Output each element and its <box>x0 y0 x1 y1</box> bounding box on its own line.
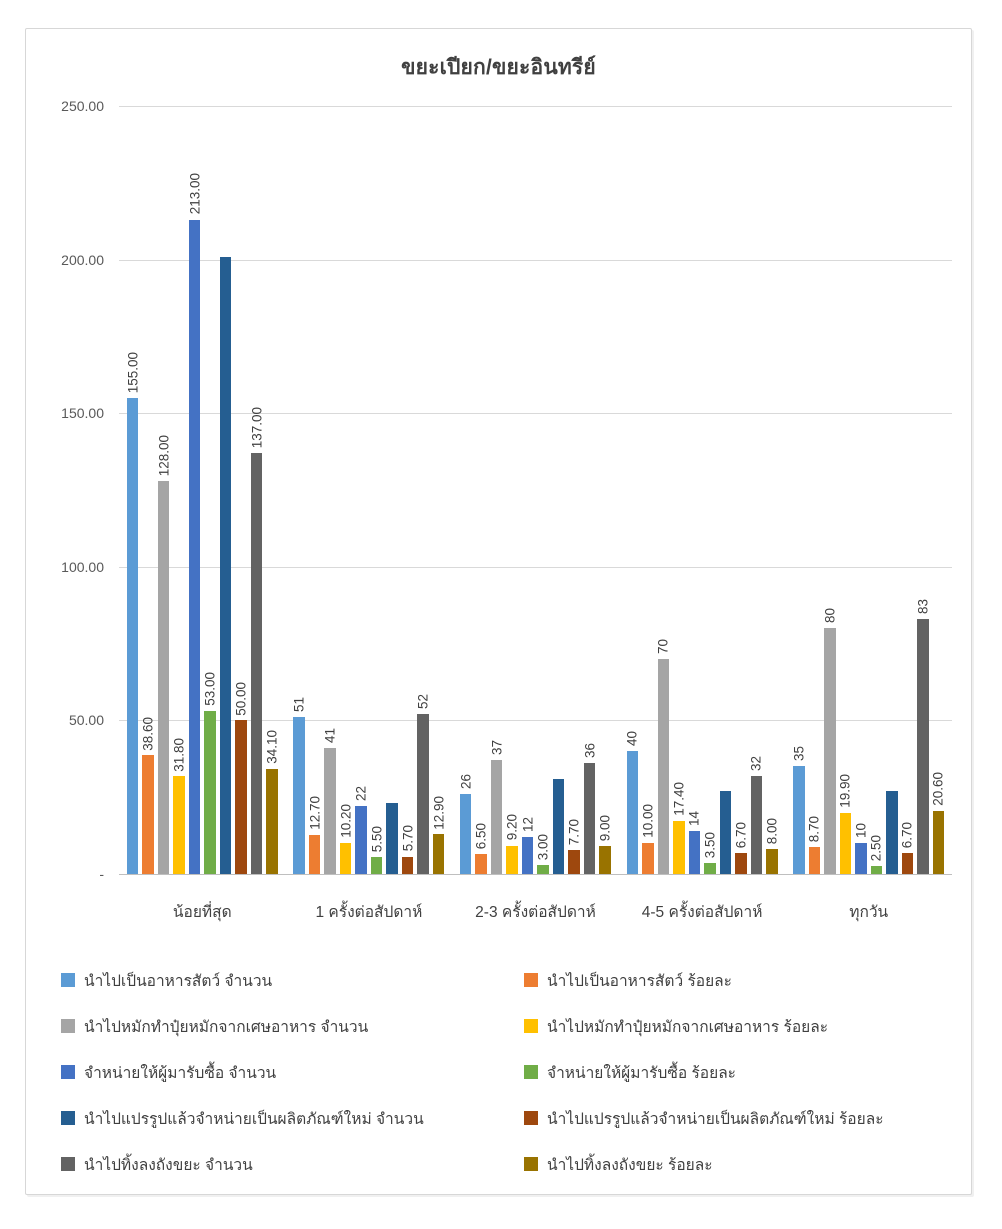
bar <box>640 804 656 874</box>
bar-value-label: 2.50 <box>868 835 884 862</box>
bar-value-label: 19.90 <box>837 774 853 808</box>
bar <box>930 771 946 874</box>
bar-value-label: 9.00 <box>597 815 613 842</box>
bar-value-label: 38.60 <box>140 716 156 751</box>
bar <box>806 816 822 874</box>
bar-value-label: 10.20 <box>337 803 353 838</box>
bar <box>186 173 202 874</box>
bar-value-label: 14 <box>686 810 702 826</box>
bar-value-label: 137.00 <box>248 406 264 449</box>
bar <box>720 791 732 874</box>
bar-value-label: 155.00 <box>124 351 140 393</box>
bar <box>671 781 687 874</box>
bar-value-label: 9.20 <box>504 814 520 841</box>
bar-value-label: 6.50 <box>473 822 489 850</box>
bar <box>124 351 140 874</box>
chart-frame <box>25 28 972 1195</box>
bar <box>473 822 489 874</box>
bar-group <box>452 106 619 874</box>
bar-value-label: 3.00 <box>535 833 551 860</box>
plot-area <box>119 106 952 874</box>
bar <box>386 803 398 874</box>
legend-swatch <box>524 1111 538 1125</box>
legend-swatch <box>61 1065 75 1079</box>
legend-swatch <box>524 1157 538 1171</box>
bar-value-label: 41 <box>322 728 338 744</box>
bar <box>368 825 384 874</box>
bar <box>868 835 884 874</box>
bar-value-label: 35 <box>791 746 807 762</box>
bar <box>415 694 431 874</box>
bar <box>581 743 597 874</box>
bar <box>140 716 156 874</box>
legend-swatch <box>61 973 75 987</box>
bar-value-label: 26 <box>457 774 473 790</box>
bar <box>291 697 307 874</box>
bar-value-label: 12 <box>519 817 535 833</box>
bar-value-label: 80 <box>822 608 838 624</box>
legend-label: นำไปหมักทำปุ๋ยหมักจากเศษอาหาร จำนวน <box>84 1018 369 1036</box>
bar <box>748 755 764 874</box>
bar-value-label: 12.90 <box>430 795 446 830</box>
bar <box>791 746 807 874</box>
bar <box>822 608 838 874</box>
bar-value-label: 40 <box>624 731 640 747</box>
x-axis-line <box>119 874 952 875</box>
bar-value-label: 6.70 <box>733 822 749 849</box>
bar-value-label: 8.00 <box>764 818 780 845</box>
bar <box>853 823 869 874</box>
bar-value-label: 22 <box>353 786 369 802</box>
bar <box>837 774 853 874</box>
legend-item <box>524 968 941 993</box>
bar-value-label: 32 <box>748 755 764 771</box>
category-label: น้อยที่สุด <box>172 904 232 921</box>
bar <box>306 796 322 874</box>
y-tick-label: 100.00 <box>61 558 104 575</box>
bar-value-label: 6.70 <box>899 822 915 849</box>
bar <box>248 406 264 874</box>
bar-value-label: 7.70 <box>566 819 582 846</box>
y-tick-label: 250.00 <box>61 98 104 114</box>
legend-swatch <box>524 1019 538 1033</box>
legend-item <box>524 1060 941 1085</box>
bar <box>399 825 415 875</box>
bar-value-label: 128.00 <box>155 434 171 476</box>
legend-swatch <box>524 1065 538 1079</box>
bar <box>566 819 582 874</box>
bar-value-label: 8.70 <box>806 816 822 843</box>
x-axis <box>119 893 952 923</box>
bar <box>202 672 218 874</box>
bar <box>553 779 565 874</box>
bar <box>233 681 249 874</box>
legend-swatch <box>61 1111 75 1125</box>
bar-value-label: 5.50 <box>368 825 384 853</box>
bar-value-label: 52 <box>415 694 431 710</box>
bar <box>915 599 931 874</box>
legend-swatch <box>524 973 538 987</box>
y-tick-label: 150.00 <box>61 405 104 422</box>
bar <box>686 810 702 874</box>
chart-title: ขยะเปียก/ขยะอินทรีย์ <box>401 56 596 79</box>
bar-group <box>119 106 286 874</box>
bar-value-label: 12.70 <box>306 796 322 830</box>
bar <box>504 814 520 874</box>
legend-item <box>61 1060 524 1085</box>
legend-item <box>524 1152 941 1177</box>
bar <box>264 730 280 874</box>
bar-group <box>785 106 952 874</box>
bar <box>337 803 353 874</box>
bar-value-label: 50.00 <box>233 681 249 716</box>
legend-item <box>524 1014 941 1039</box>
legend-swatch <box>61 1157 75 1171</box>
bar-value-label: 20.60 <box>930 771 946 806</box>
legend-label: จำหน่ายให้ผู้มารับซื้อ จำนวน <box>84 1064 277 1082</box>
bar-value-label: 5.70 <box>399 825 415 852</box>
legend-label: นำไปแปรรูปแล้วจำหน่ายเป็นผลิตภัณฑ์ใหม่ ร้อยละ <box>547 1110 884 1128</box>
category-label: 2-3 ครั้งต่อสัปดาห์ <box>475 904 596 921</box>
legend <box>61 957 941 1187</box>
bar-value-label: 36 <box>581 743 597 759</box>
bar <box>155 434 171 874</box>
category-label: ทุกวัน <box>849 904 889 921</box>
bar-value-label: 3.50 <box>702 831 718 859</box>
y-axis <box>26 98 112 882</box>
legend-label: นำไปเป็นอาหารสัตว์ จำนวน <box>84 972 273 990</box>
bar-value-label: 51 <box>291 697 307 713</box>
bar <box>702 831 718 874</box>
bar-value-label: 31.80 <box>171 737 187 772</box>
bar <box>624 731 640 874</box>
bar <box>488 740 504 874</box>
bar <box>535 833 551 874</box>
bar-value-label: 10 <box>853 823 869 839</box>
bar-value-label: 53.00 <box>202 672 218 707</box>
legend-label: นำไปแปรรูปแล้วจำหน่ายเป็นผลิตภัณฑ์ใหม่ จำนวน <box>84 1110 424 1128</box>
legend-item <box>61 1014 524 1039</box>
legend-item <box>61 1152 524 1177</box>
legend-label: นำไปหมักทำปุ๋ยหมักจากเศษอาหาร ร้อยละ <box>547 1018 829 1036</box>
bar-value-label: 83 <box>915 599 931 615</box>
legend-label: นำไปทิ้งลงถังขยะ จำนวน <box>84 1156 253 1174</box>
bar <box>519 817 535 874</box>
bar-value-label: 10.00 <box>640 804 656 839</box>
legend-item <box>61 1106 524 1131</box>
bar <box>457 774 473 874</box>
bar <box>597 815 613 874</box>
bar <box>899 822 915 874</box>
legend-label: จำหน่ายให้ผู้มารับซื้อ ร้อยละ <box>547 1064 737 1082</box>
bar <box>886 791 898 874</box>
bar-group <box>286 106 453 874</box>
bar <box>322 728 338 874</box>
bar-value-label: 17.40 <box>671 781 687 816</box>
bar-value-label: 37 <box>488 740 504 756</box>
bar <box>171 737 187 874</box>
category-label: 4-5 ครั้งต่อสัปดาห์ <box>641 904 763 921</box>
y-tick-label: 50.00 <box>68 712 104 729</box>
bar-group <box>619 106 786 874</box>
legend-item <box>524 1106 941 1131</box>
y-tick-label: 200.00 <box>61 251 104 268</box>
legend-label: นำไปทิ้งลงถังขยะ ร้อยละ <box>547 1156 713 1174</box>
bar <box>430 795 446 874</box>
bar-value-label: 213.00 <box>186 173 202 215</box>
legend-swatch <box>61 1019 75 1033</box>
bar <box>655 638 671 874</box>
bar <box>764 818 780 874</box>
legend-label: นำไปเป็นอาหารสัตว์ ร้อยละ <box>547 972 733 990</box>
bar <box>220 257 232 874</box>
legend-item <box>61 968 524 993</box>
bar <box>353 786 369 874</box>
bar-value-label: 70 <box>655 638 671 654</box>
bar <box>733 822 749 874</box>
category-label: 1 ครั้งต่อสัปดาห์ <box>315 904 423 921</box>
bar-value-label: 34.10 <box>264 730 280 765</box>
y-tick-label: - <box>99 866 104 882</box>
